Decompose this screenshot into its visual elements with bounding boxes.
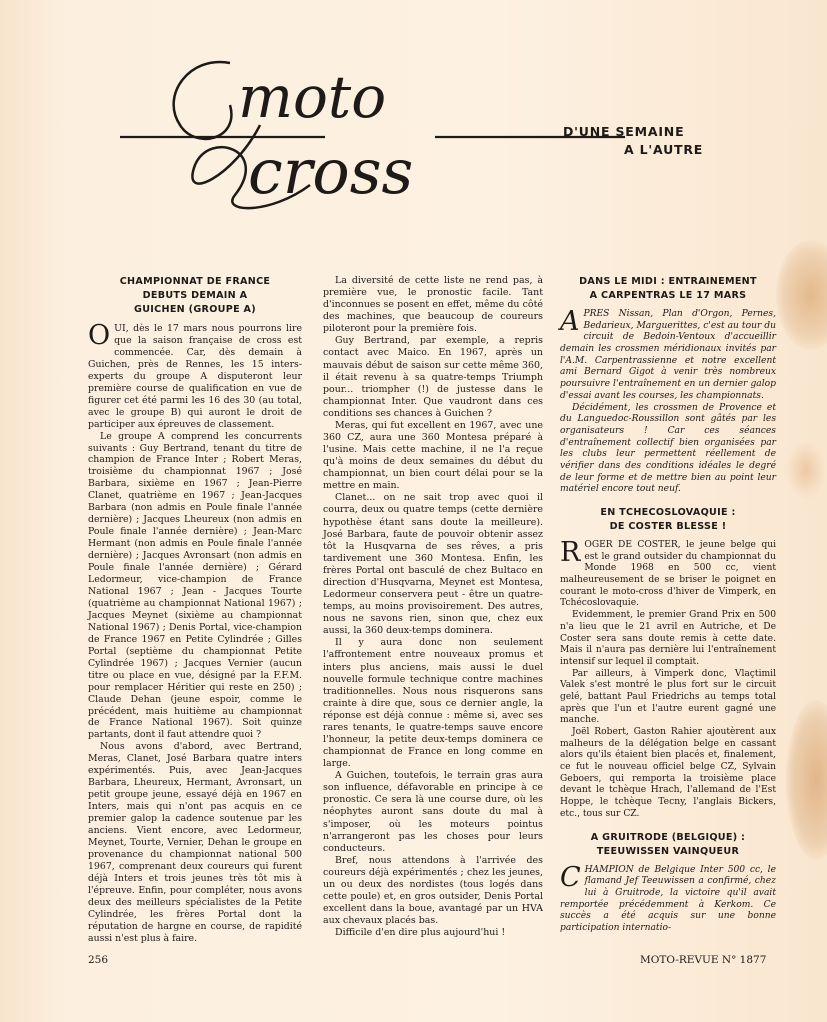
heading: TEEUWISSEN VAINQUEUR bbox=[596, 845, 740, 857]
paper-stain bbox=[786, 440, 826, 500]
drop-cap: C bbox=[560, 861, 581, 893]
paragraph: Décidément, les crossmen de Provence et du Languedoc-Roussillon sont gâtés par les organisateurs ! Car ces séances d'entraînement collectif bien organisées par les clubs leur permettent réellement de vérifier dans des conditions idéales le degré de leur forme et de mettre bien au point leur matériel encore tout neuf. bbox=[560, 402, 776, 495]
paragraph: Bref, nous attendons à l'arrivée des coureurs déjà expérimentés ; chez les jeunes, un ou deux des nordistes (tous logés dans cette poule) et, en gros outsider, Denis Portal excellent dans la boue, avantagé par un HVA aux chevaux placés bas. bbox=[323, 854, 543, 927]
paragraph: La diversité de cette liste ne rend pas, à première vue, le pronostic facile. Tant d'inconnues se posent en effet, même du côté des machines, que beaucoup de coureurs piloteront pour la première fois. bbox=[323, 275, 543, 335]
paragraph: Meras, qui fut excellent en 1967, avec une 360 CZ, aura une 360 Montesa préparé à l'usine. Mais cette machine, il ne l'a reçue qu'à moins de deux semaines du début du championnat, un bien court délai pour se la mettre en main. bbox=[323, 419, 543, 492]
drop-cap: O bbox=[88, 320, 111, 351]
paragraph bbox=[560, 537, 776, 610]
paragraph: A Guichen, toutefois, le terrain gras aura son influence, défavorable en principe à ce pronostic. Ce sera là une course dure, où les néophytes auront sans doute du mal à s'imposer, où les moteurs pointus n'arrangeront pas les choses pour leurs conducteurs. bbox=[323, 770, 543, 854]
paragraph: Nous avons d'abord, avec Bertrand, Meras, Clanet, José Barbara quatre inters expérimentés. Puis, avec Jean-Jacques Barbara, Lheureux, Hermant, Avronsart, un petit groupe jeune, essayé déjà en 1967 en Inters, mais qui n'ont pas acquis en ce premier galop la cadence soutenue par les anciens. Vient encore, avec Ledormeur, Meynet, Tourte, Vernier, Dehan le groupe en provenance du championnat national 500 1967, comprenant deux coureurs qui furent déjà Inters et trois jeunes très tôt mis à l'épreuve. Enfin, pour compléter, nous avons deux des meilleurs spécialistes de la Petite Cylindrée, les frères Portal dont la réputation de hargne en course, de rapidité aussi n'est plus à faire. bbox=[88, 741, 302, 944]
paragraph-text: HAMPION de Belgique Inter 500 cc, le flamand Jef Teeuwissen a confirmé, chez lui à Gruitrode, la victoire qu'il avait remportée précédemment à Kerkom. Ce succès a été acquis sur une bonne participation internatio- bbox=[560, 864, 776, 933]
heading: A GRUITRODE (BELGIQUE) : bbox=[590, 831, 746, 843]
heading: CHAMPIONNAT DE FRANCE bbox=[119, 276, 271, 287]
heading: DE COSTER BLESSE ! bbox=[609, 521, 727, 532]
column-3 bbox=[560, 275, 776, 935]
paper-stain bbox=[786, 700, 827, 860]
paper-stain bbox=[776, 240, 827, 350]
paragraph: Difficile d'en dire plus aujourd'hui ! bbox=[335, 927, 506, 939]
paragraph-text: PRES Nissan, Plan d'Orgon, Pernes, Bedarieux, Marguerittes, c'est au tour du circuit de Bedoin-Ventoux d'accueillir demain les crossmen méridionaux invités par l'A.M. Carpentrassienne et notre excellent ami Bernard Gigot à venir très nombreux poursuivre l'entraînement en un dernier galop d'essai avant les courses, les championnats. bbox=[560, 309, 776, 401]
heading: DEBUTS DEMAIN A bbox=[142, 290, 248, 301]
drop-cap: A bbox=[560, 306, 580, 337]
paragraph: Il y aura donc non seulement l'affrontement entre nouveaux promus et inters plus anciens, mais aussi le duel nouvelle formule technique contre machines traditionnelles. Nous nous risquerons sans crainte à dire que, sous ce dernier angle, la réponse est déjà connue : même si, avec ses rares tenants, le quatre-temps sauve encore l'honneur, la petite deux-temps dominera ce championnat de France en long comme en large. bbox=[323, 637, 543, 770]
column-1 bbox=[88, 275, 302, 945]
title-cross-text: cross bbox=[248, 135, 414, 208]
heading: EN TCHECOSLOVAQUIE : bbox=[600, 507, 736, 518]
paragraph-text: OGER DE COSTER, le jeune belge qui est le grand outsider du championnat du Monde 1968 en 500 cc, vient malheureusement de se briser le poignet en courant le moto-cross d'hiver de Vimperk, en Tchécoslovaquie. bbox=[560, 540, 776, 609]
paragraph bbox=[560, 861, 776, 935]
drop-cap: R bbox=[560, 537, 581, 568]
title-moto-text: moto bbox=[238, 63, 387, 131]
paragraph-text: UI, dès le 17 mars nous pourrons lire que la saison française de cross est commencée. Car, dès demain à Guichen, près de Rennes, les 15 inters-experts du groupe A disputeront leur première course de qualification en vue de figurer cet été parmi les 16 des 30 (au total, avec le groupe B) qui auront le droit de participer aux épreuves de classement. bbox=[88, 323, 302, 430]
paragraph: Par ailleurs, à Vimperk donc, Vlaçtimil Valek s'est montré le plus fort sur le circuit gelé, battant Paul Friedrichs au temps total après que l'un et l'autre eurent gagné une manche. bbox=[560, 668, 776, 726]
magazine-footer: MOTO-REVUE N° 1877 bbox=[640, 954, 767, 966]
heading: GUICHEN (GROUPE A) bbox=[134, 304, 256, 315]
heading: A CARPENTRAS LE 17 MARS bbox=[589, 290, 747, 301]
paragraph bbox=[88, 320, 302, 431]
column-2 bbox=[323, 275, 543, 939]
paragraph: Guy Bertrand, par exemple, a repris contact avec Maico. En 1967, après un mauvais début de saison sur cette même 360, il était revenu à sa quatre-temps Triumph pour... triompher (!) de justesse dans le championnat Inter. Que vaudront dans ces conditions ses chances à Guichen ? bbox=[323, 335, 543, 419]
paragraph: Clanet... on ne sait trop avec quoi il courra, deux ou quatre temps (cette dernière hypothèse étant sans doute la meilleure). José Barbara, faute de pouvoir obtenir assez tôt la Husqvarna de ses rêves, a pris tardivement une 360 Montesa. Enfin, les frères Portal ont basculé de chez Bultaco en direction d'Husqvarna, Meynet est Montesa, Ledormeur conservera peut - être un quatre-temps, au moins provisoirement. Des autres, nous ne savons rien, sinon que, chez eux aussi, la 360 deux-temps dominera. bbox=[323, 492, 543, 637]
paragraph bbox=[560, 306, 776, 403]
paragraph: Evidemment, le premier Grand Prix en 500 n'a lieu que le 21 avril en Autriche, et De Coster sera sans doute remis à cette date. Mais il n'aura pas dernière lui l'entraînement intensif sur lequel il comptait. bbox=[560, 610, 776, 667]
subtitle-line-1: D'UNE SEMAINE bbox=[563, 124, 685, 139]
heading: DANS LE MIDI : ENTRAINEMENT bbox=[579, 276, 757, 287]
title-swash-m bbox=[174, 62, 232, 139]
subtitle-line-2: A L'AUTRE bbox=[624, 142, 704, 157]
paragraph: Joël Robert, Gaston Rahier ajoutèrent aux malheurs de la délégation belge en cassant alors qu'ils étaient bien placés et, finalement, ce fut le nouveau officiel belge CZ, Sylvain Geboers, qui remporta la troisième place devant le tchèque Hrach, l'allemand de l'Est Hoppe, le tchèque Tecny, l'anglais Bickers, etc., tous sur CZ. bbox=[560, 727, 776, 819]
page-number: 256 bbox=[88, 954, 109, 966]
paragraph: Le groupe A comprend les concurrents suivants : Guy Bertrand, tenant du titre de champion de France Inter ; Robert Meras, troisième du championnat 1967 ; José Barbara, sixième en 1967 ; Jean-Pierre Clanet, quatrième en 1967 ; Jean-Jacques Barbara (non admis en Poule finale l'année dernière) ; Jacques Lheureux (non admis en Poule finale l'année dernière) ; Jean-Marc Hermant (non admis en Poule finale l'année dernière) ; Jacques Avronsart (non admis en Poule finale l'année dernière) ; Gérard Ledormeur, vice-champion de France National 1967 ; Jean - Jacques Tourte (quatrième au championnat National 1967) ; Jacques Meynet (sixième au championnat National 1967) ; Denis Portal, vice-champion de France 1967 en Petite Cylindrée ; Gilles Portal (septième du championnat Petite Cylindrée 1967) ; Jacques Vernier (aucun titre ou place en vue, désigné par la F.F.M. pour remplacer Héritier qui reste en 250) ; Claude Dehan (jeune espoir, comme le précédent, mais huitième au championnat de France National 1967). Soit quinze partants, dont il faut attendre quoi ? bbox=[88, 430, 302, 741]
